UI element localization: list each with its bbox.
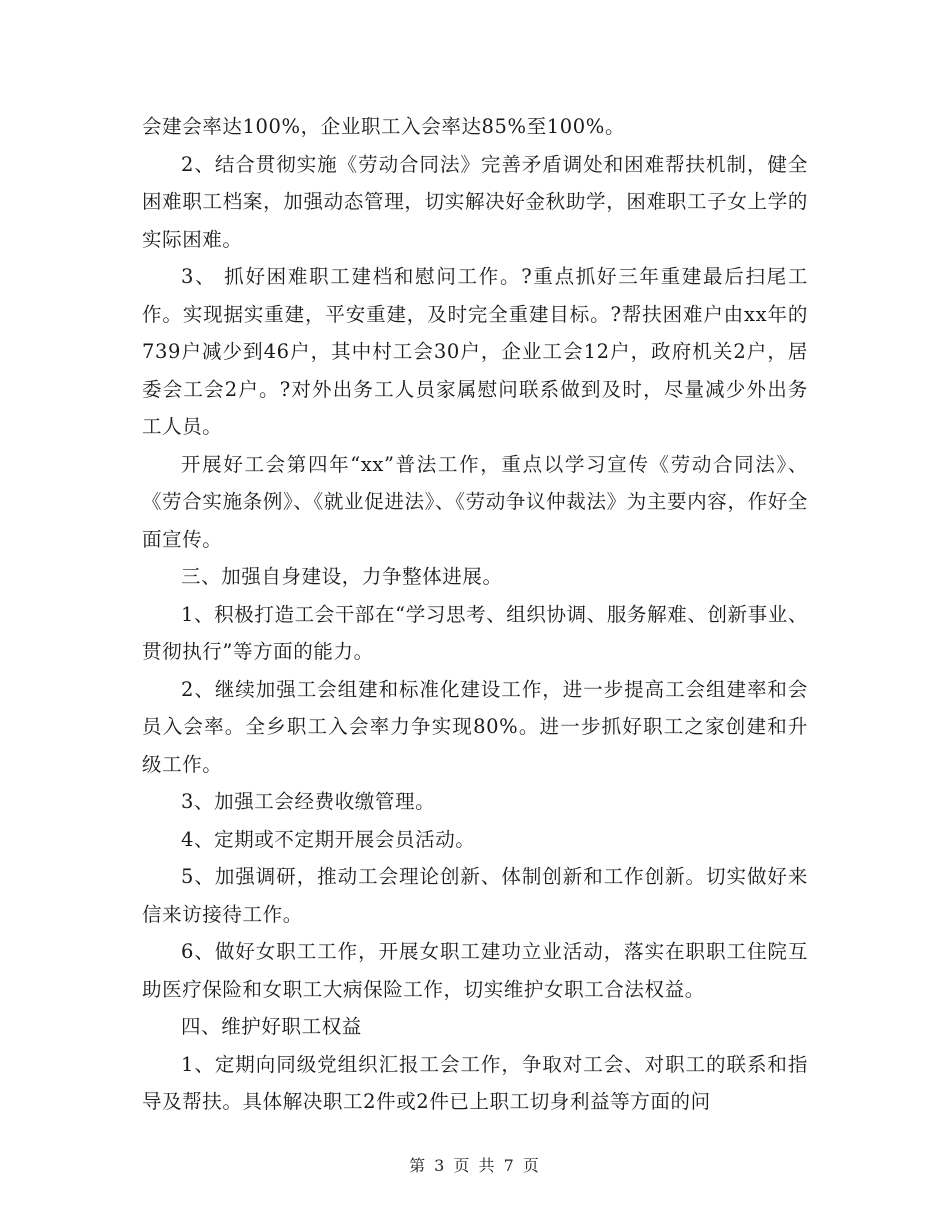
paragraph-4: 开展好工会第四年“xx”普法工作，重点以学习宣传《劳动合同法》、《劳合实施条例》、《就业促进法》、《劳动争议仲裁法》为主要内容，作好全面宣传。: [142, 452, 808, 551]
paragraph-7: 2、继续加强工会组建和标准化建设工作，进一步提高工会组建率和会员入会率。全乡职工入会率力争实现80%。进一步抓好职工之家创建和升级工作。: [142, 677, 808, 776]
paragraph-8: 3、加强工会经费收缴管理。: [181, 790, 436, 813]
paragraph-13: 1、定期向同级党组织汇报工会工作，争取对工会、对职工的联系和指导及帮扶。具体解决职工2件或2件已上职工切身利益等方面的问: [142, 1052, 808, 1113]
paragraph-6: 1、积极打造工会干部在“学习思考、组织协调、服务解难、创新事业、贯彻执行”等方面的能力。: [142, 602, 808, 663]
page-number-footer: 第 3 页 共 7 页: [409, 1156, 541, 1175]
section-heading-4: 四、维护好职工权益: [181, 1015, 362, 1038]
paragraph-1: 会建会率达100%，企业职工入会率达85%至100%。: [142, 115, 626, 138]
paragraph-3: 3、 抓好困难职工建档和慰问工作。?重点抓好三年重建最后扫尾工作。实现据实重建，平安重建，及时完全重建目标。?帮扶困难户由xx年的739户减少到46户，其中村工会30户，企业工会12户，政府机关2户，居委会工会2户。?对外出务工人员家属慰问联系做到及时，尽量减少外出务工人员。: [142, 265, 808, 438]
section-heading-3: 三、加强自身建设，力争整体进展。: [181, 565, 503, 588]
document-body: [142, 108, 808, 1121]
paragraph-11: 6、做好女职工工作，开展女职工建功立业活动，落实在职职工住院互助医疗保险和女职工大病保险工作，切实维护女职工合法权益。: [142, 940, 808, 1001]
paragraph-9: 4、定期或不定期开展会员活动。: [181, 827, 476, 851]
paragraph-10: 5、加强调研，推动工会理论创新、体制创新和工作创新。切实做好来信来访接待工作。: [142, 865, 808, 926]
paragraph-2: 2、结合贯彻实施《劳动合同法》完善矛盾调处和困难帮扶机制，健全困难职工档案，加强动态管理，切实解决好金秋助学，困难职工子女上学的实际困难。: [142, 152, 808, 251]
